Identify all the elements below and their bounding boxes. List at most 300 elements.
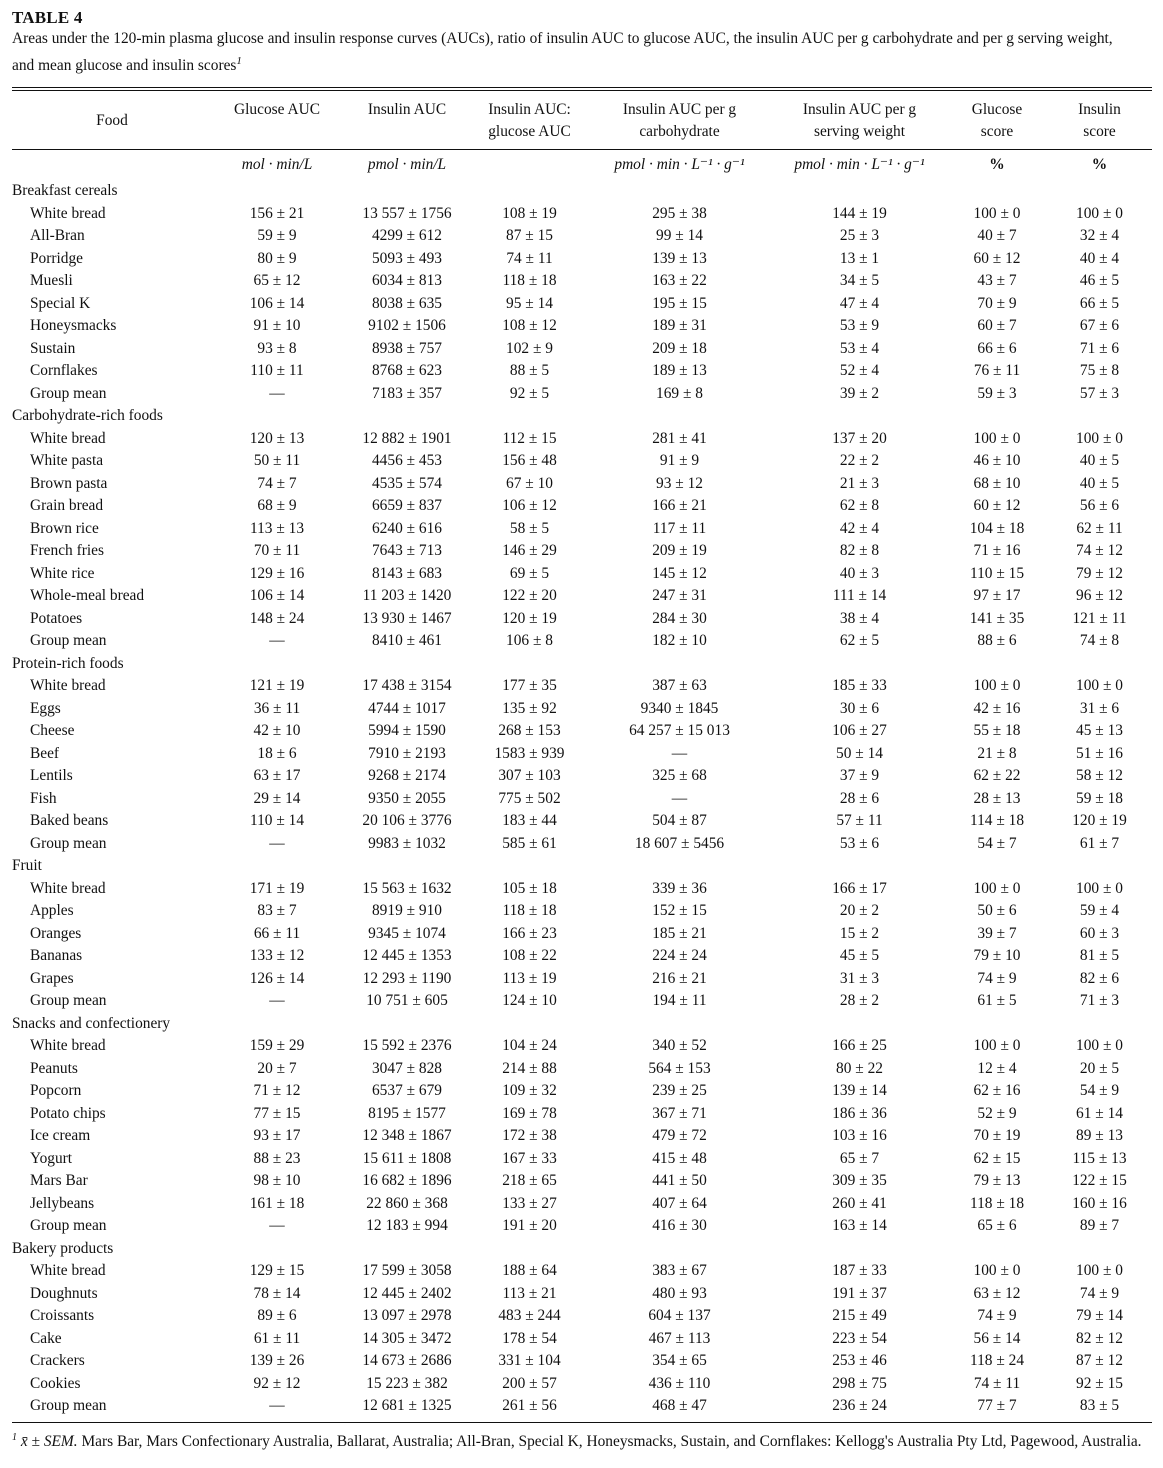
cell-insulin-score: 92 ± 15 — [1076, 1374, 1123, 1392]
cell-per-serving: 20 ± 2 — [839, 902, 880, 920]
cell-insulin-score: 32 ± 4 — [1079, 227, 1120, 245]
cell-per-carb: 480 ± 93 — [652, 1284, 707, 1302]
cell-glucose-auc: 61 ± 11 — [253, 1329, 301, 1347]
cell-insulin-auc: 17 599 ± 3058 — [362, 1262, 452, 1280]
cell-ratio: 261 ± 56 — [502, 1397, 557, 1415]
cell-food: White rice — [30, 564, 95, 582]
cell-ratio: 113 ± 21 — [502, 1284, 557, 1302]
cell-per-carb: 239 ± 25 — [652, 1082, 707, 1100]
cell-food: Baked beans — [30, 812, 109, 830]
cell-insulin-auc: 5093 ± 493 — [371, 249, 442, 267]
cell-glucose-auc: 113 ± 13 — [249, 519, 305, 537]
cell-food: White bread — [30, 1262, 106, 1280]
cell-ratio: 191 ± 20 — [502, 1217, 557, 1235]
cell-glucose-score: 43 ± 7 — [977, 272, 1017, 290]
cell-glucose-auc: — — [269, 834, 285, 852]
cell-glucose-score: 100 ± 0 — [973, 429, 1021, 447]
cell-per-carb: 468 ± 47 — [652, 1397, 707, 1415]
table-row — [12, 675, 1152, 698]
cell-insulin-auc: 13 930 ± 1467 — [362, 609, 452, 627]
cell-ratio: 307 ± 103 — [498, 767, 561, 785]
unit-insulin-score: % — [1091, 156, 1108, 174]
cell-insulin-auc: 8038 ± 635 — [371, 294, 442, 312]
cell-per-carb: 340 ± 52 — [652, 1037, 707, 1055]
cell-insulin-auc: 4299 ± 612 — [371, 227, 442, 245]
cell-insulin-score: 74 ± 8 — [1079, 632, 1120, 650]
cell-per-serving: 47 ± 4 — [839, 294, 880, 312]
cell-insulin-auc: 6034 ± 813 — [371, 272, 442, 290]
table-row — [12, 1350, 1152, 1373]
caption-text: Areas under the 120-min plasma glucose and insulin response curves (AUCs), ratio of insulin AUC to glucose AUC, the insulin AUC per g carbohydrate and per g serving weight, and mean glucose and insulin scores — [12, 30, 1113, 75]
section-row — [12, 405, 1152, 428]
cell-insulin-auc: 12 445 ± 2402 — [362, 1284, 452, 1302]
cell-ratio: 108 ± 19 — [502, 204, 557, 222]
cell-per-serving: 223 ± 54 — [832, 1329, 887, 1347]
cell-ratio: 775 ± 502 — [498, 789, 561, 807]
cell-insulin-auc: 13 557 ± 1756 — [362, 204, 452, 222]
table-row — [12, 765, 1152, 788]
cell-ratio: 1583 ± 939 — [494, 744, 565, 762]
cell-ratio: 102 ± 9 — [506, 339, 553, 357]
cell-ratio: 105 ± 18 — [502, 879, 557, 897]
cell-insulin-auc: 9345 ± 1074 — [368, 924, 446, 942]
cell-glucose-auc: — — [269, 384, 285, 402]
cell-per-serving: 139 ± 14 — [832, 1082, 887, 1100]
cell-food: Fish — [30, 789, 57, 807]
cell-per-serving: 22 ± 2 — [839, 452, 880, 470]
cell-glucose-auc: 121 ± 19 — [249, 677, 305, 695]
cell-food: Brown pasta — [30, 474, 108, 492]
cell-insulin-score: 160 ± 16 — [1072, 1194, 1127, 1212]
cell-food: Apples — [30, 902, 74, 920]
cell-insulin-auc: 16 682 ± 1896 — [362, 1172, 452, 1190]
cell-per-carb: 504 ± 87 — [652, 812, 707, 830]
cell-glucose-auc: 88 ± 23 — [253, 1149, 301, 1167]
table-row — [12, 1125, 1152, 1148]
table-label: TABLE 4 — [12, 8, 83, 27]
cell-insulin-score: 45 ± 13 — [1076, 722, 1123, 740]
cell-food: Yogurt — [30, 1149, 73, 1167]
cell-per-carb: 194 ± 11 — [652, 992, 707, 1010]
cell-per-serving: 45 ± 5 — [839, 947, 880, 965]
cell-per-serving: 191 ± 37 — [832, 1284, 887, 1302]
cell-insulin-score: 82 ± 6 — [1079, 969, 1120, 987]
cell-per-serving: 25 ± 3 — [839, 227, 880, 245]
cell-ratio: 106 ± 12 — [502, 497, 557, 515]
cell-glucose-auc: 106 ± 14 — [249, 294, 305, 312]
cell-insulin-score: 74 ± 9 — [1079, 1284, 1120, 1302]
cell-ratio: 109 ± 32 — [502, 1082, 557, 1100]
cell-per-carb: 247 ± 31 — [652, 587, 707, 605]
units-row — [12, 150, 1152, 180]
table-row — [12, 563, 1152, 586]
cell-food: Mars Bar — [30, 1172, 88, 1190]
table-row — [12, 1305, 1152, 1328]
cell-glucose-auc: — — [269, 1397, 285, 1415]
cell-glucose-score: 74 ± 9 — [977, 969, 1017, 987]
cell-glucose-score: 63 ± 12 — [973, 1284, 1021, 1302]
cell-ratio: 108 ± 22 — [502, 947, 557, 965]
cell-ratio: 483 ± 244 — [498, 1307, 561, 1325]
cell-insulin-auc: 9350 ± 2055 — [368, 789, 446, 807]
cell-ratio: 69 ± 5 — [509, 564, 550, 582]
section-heading: Breakfast cereals — [12, 182, 118, 200]
cell-ratio: 88 ± 5 — [509, 362, 550, 380]
cell-food: Sustain — [30, 339, 76, 357]
cell-food: Croissants — [30, 1307, 95, 1325]
cell-ratio: 104 ± 24 — [502, 1037, 557, 1055]
cell-per-carb: 387 ± 63 — [652, 677, 707, 695]
cell-glucose-score: 12 ± 4 — [977, 1059, 1017, 1077]
cell-glucose-auc: 80 ± 9 — [257, 249, 297, 267]
cell-insulin-score: 74 ± 12 — [1076, 542, 1123, 560]
table-row — [12, 1170, 1152, 1193]
cell-per-serving: 53 ± 4 — [839, 339, 880, 357]
table-row — [12, 945, 1152, 968]
cell-ratio: 87 ± 15 — [506, 227, 553, 245]
cell-glucose-score: 39 ± 7 — [977, 924, 1017, 942]
cell-per-carb: 163 ± 22 — [652, 272, 707, 290]
cell-food: Eggs — [30, 699, 61, 717]
cell-insulin-auc: 5994 ± 1590 — [368, 722, 446, 740]
cell-per-carb: 185 ± 21 — [652, 924, 707, 942]
cell-insulin-auc: 12 293 ± 1190 — [362, 969, 452, 987]
bottom-rule — [12, 1422, 1152, 1423]
cell-glucose-auc: — — [269, 632, 285, 650]
cell-insulin-score: 89 ± 7 — [1079, 1217, 1120, 1235]
cell-insulin-score: 83 ± 5 — [1079, 1397, 1120, 1415]
unit-insulin-auc: pmol · min/L — [367, 156, 447, 174]
cell-glucose-auc: 74 ± 7 — [257, 474, 297, 492]
cell-glucose-score: 74 ± 11 — [973, 1374, 1021, 1392]
cell-insulin-auc: 8768 ± 623 — [371, 362, 442, 380]
header-row — [12, 91, 1152, 149]
header-per-carb: Insulin AUC per g carbohydrate — [622, 101, 737, 141]
cell-per-serving: 65 ± 7 — [839, 1149, 880, 1167]
cell-glucose-auc: 20 ± 7 — [257, 1059, 297, 1077]
cell-glucose-score: 60 ± 7 — [977, 317, 1017, 335]
cell-insulin-score: 87 ± 12 — [1076, 1352, 1123, 1370]
cell-glucose-auc: 36 ± 11 — [253, 699, 301, 717]
cell-insulin-score: 81 ± 5 — [1079, 947, 1120, 965]
cell-glucose-auc: 89 ± 6 — [257, 1307, 297, 1325]
cell-insulin-score: 100 ± 0 — [1076, 1037, 1123, 1055]
cell-per-serving: 106 ± 27 — [832, 722, 887, 740]
cell-glucose-score: 62 ± 15 — [973, 1149, 1021, 1167]
cell-insulin-score: 96 ± 12 — [1076, 587, 1123, 605]
cell-glucose-score: 52 ± 9 — [977, 1104, 1017, 1122]
cell-glucose-auc: 93 ± 17 — [253, 1127, 301, 1145]
cell-glucose-auc: 63 ± 17 — [253, 767, 301, 785]
table-row — [12, 1395, 1152, 1418]
cell-food: White bread — [30, 204, 106, 222]
cell-per-serving: 215 ± 49 — [832, 1307, 887, 1325]
cell-insulin-score: 60 ± 3 — [1079, 924, 1120, 942]
cell-per-carb: 407 ± 64 — [652, 1194, 707, 1212]
caption-note-mark: 1 — [236, 55, 242, 67]
cell-ratio: 122 ± 20 — [502, 587, 557, 605]
cell-insulin-score: 40 ± 5 — [1079, 474, 1120, 492]
table-row — [12, 248, 1152, 271]
cell-per-serving: 28 ± 6 — [839, 789, 880, 807]
cell-per-carb: 295 ± 38 — [652, 204, 707, 222]
cell-per-serving: 166 ± 25 — [832, 1037, 887, 1055]
cell-insulin-auc: 12 882 ± 1901 — [362, 429, 452, 447]
table-row — [12, 1328, 1152, 1351]
cell-insulin-score: 46 ± 5 — [1079, 272, 1120, 290]
cell-insulin-score: 89 ± 13 — [1076, 1127, 1123, 1145]
cell-glucose-auc: — — [269, 1217, 285, 1235]
cell-glucose-auc: 106 ± 14 — [249, 587, 305, 605]
cell-insulin-auc: 20 106 ± 3776 — [362, 812, 452, 830]
cell-glucose-score: 42 ± 16 — [973, 699, 1021, 717]
cell-glucose-auc: — — [269, 992, 285, 1010]
cell-glucose-auc: 139 ± 26 — [249, 1352, 305, 1370]
cell-glucose-score: 110 ± 15 — [969, 564, 1025, 582]
table-row — [12, 495, 1152, 518]
header-glucose-auc: Glucose AUC — [234, 101, 320, 119]
table-row — [12, 608, 1152, 631]
cell-ratio: 178 ± 54 — [502, 1329, 557, 1347]
footnote-mark: 1 — [12, 1431, 17, 1443]
header-per-serving: Insulin AUC per g serving weight — [802, 101, 917, 141]
cell-glucose-score: 76 ± 11 — [973, 362, 1021, 380]
table-page — [12, 8, 1152, 1453]
cell-insulin-auc: 15 611 ± 1808 — [362, 1149, 452, 1167]
cell-glucose-score: 100 ± 0 — [973, 677, 1021, 695]
cell-food: Ice cream — [30, 1127, 91, 1145]
cell-per-carb: 415 ± 48 — [652, 1149, 707, 1167]
cell-ratio: 92 ± 5 — [509, 384, 550, 402]
table-row — [12, 968, 1152, 991]
cell-per-carb: 195 ± 15 — [652, 294, 707, 312]
table-row — [12, 450, 1152, 473]
cell-insulin-score: 71 ± 6 — [1079, 339, 1120, 357]
section-row — [12, 1238, 1152, 1261]
cell-food: Grain bread — [30, 497, 104, 515]
table-row — [12, 585, 1152, 608]
table-row — [12, 630, 1152, 653]
cell-insulin-auc: 12 183 ± 994 — [366, 1217, 448, 1235]
cell-food: Grapes — [30, 969, 74, 987]
cell-per-serving: 62 ± 8 — [839, 497, 880, 515]
cell-ratio: 188 ± 64 — [502, 1262, 557, 1280]
cell-insulin-auc: 4744 ± 1017 — [368, 699, 446, 717]
table-row — [12, 1283, 1152, 1306]
cell-glucose-score: 59 ± 3 — [977, 384, 1017, 402]
cell-insulin-auc: 6537 ± 679 — [371, 1082, 442, 1100]
cell-glucose-score: 50 ± 6 — [977, 902, 1017, 920]
section-row — [12, 653, 1152, 676]
header-glucose-score: Glucose score — [971, 101, 1023, 141]
cell-glucose-auc: 148 ± 24 — [249, 609, 305, 627]
cell-per-carb: 383 ± 67 — [652, 1262, 707, 1280]
cell-per-carb: — — [671, 744, 688, 762]
cell-glucose-score: 79 ± 10 — [973, 947, 1021, 965]
cell-per-carb: 169 ± 8 — [656, 384, 703, 402]
cell-per-carb: 416 ± 30 — [652, 1217, 707, 1235]
cell-glucose-auc: 91 ± 10 — [253, 317, 301, 335]
cell-insulin-score: 51 ± 16 — [1076, 744, 1123, 762]
cell-per-serving: 82 ± 8 — [839, 542, 880, 560]
cell-insulin-auc: 8938 ± 757 — [371, 339, 442, 357]
unit-ratio — [472, 150, 587, 180]
table-row — [12, 338, 1152, 361]
cell-glucose-score: 68 ± 10 — [973, 474, 1021, 492]
header-food: Food — [96, 112, 128, 130]
cell-per-carb: 339 ± 36 — [652, 879, 707, 897]
cell-glucose-auc: 71 ± 12 — [253, 1082, 301, 1100]
cell-food: Bananas — [30, 947, 83, 965]
cell-glucose-score: 54 ± 7 — [977, 834, 1017, 852]
table-row — [12, 698, 1152, 721]
cell-glucose-auc: 129 ± 16 — [249, 564, 305, 582]
cell-insulin-score: 20 ± 5 — [1079, 1059, 1120, 1077]
cell-glucose-auc: 70 ± 11 — [253, 542, 301, 560]
cell-glucose-score: 70 ± 9 — [977, 294, 1017, 312]
table-row — [12, 428, 1152, 451]
cell-per-carb: 436 ± 110 — [648, 1374, 711, 1392]
table-row — [12, 225, 1152, 248]
cell-glucose-score: 62 ± 16 — [973, 1082, 1021, 1100]
cell-ratio: 172 ± 38 — [502, 1127, 557, 1145]
cell-insulin-score: 79 ± 14 — [1076, 1307, 1123, 1325]
cell-insulin-score: 56 ± 6 — [1079, 497, 1120, 515]
cell-insulin-score: 71 ± 3 — [1079, 992, 1120, 1010]
cell-insulin-auc: 6240 ± 616 — [371, 519, 442, 537]
cell-per-carb: 152 ± 15 — [652, 902, 707, 920]
cell-food: Potato chips — [30, 1104, 106, 1122]
cell-food: Muesli — [30, 272, 73, 290]
cell-insulin-auc: 22 860 ± 368 — [366, 1194, 448, 1212]
cell-insulin-auc: 12 681 ± 1325 — [362, 1397, 452, 1415]
cell-insulin-score: 122 ± 15 — [1072, 1172, 1127, 1190]
cell-food: Group mean — [30, 992, 107, 1010]
cell-glucose-score: 118 ± 24 — [969, 1352, 1025, 1370]
table-row — [12, 1193, 1152, 1216]
table-row — [12, 1035, 1152, 1058]
table-row — [12, 540, 1152, 563]
cell-glucose-score: 100 ± 0 — [973, 1037, 1021, 1055]
cell-glucose-auc: 110 ± 11 — [250, 362, 304, 380]
cell-food: White bread — [30, 677, 106, 695]
cell-per-carb: 99 ± 14 — [656, 227, 703, 245]
cell-per-carb: 441 ± 50 — [652, 1172, 707, 1190]
cell-ratio: 108 ± 12 — [502, 317, 557, 335]
cell-insulin-score: 62 ± 11 — [1076, 519, 1123, 537]
cell-food: Peanuts — [30, 1059, 78, 1077]
cell-per-carb: 467 ± 113 — [648, 1329, 711, 1347]
cell-per-serving: 15 ± 2 — [839, 924, 880, 942]
cell-insulin-auc: 12 445 ± 1353 — [362, 947, 452, 965]
cell-per-carb: — — [671, 789, 688, 807]
cell-glucose-score: 88 ± 6 — [977, 632, 1017, 650]
cell-glucose-score: 65 ± 6 — [977, 1217, 1017, 1235]
cell-food: French fries — [30, 542, 104, 560]
cell-insulin-auc: 9983 ± 1032 — [368, 834, 446, 852]
footnote-symbol: x̄ ± SEM. — [20, 1432, 78, 1450]
cell-food: Porridge — [30, 249, 84, 267]
cell-ratio: 268 ± 153 — [498, 722, 561, 740]
cell-ratio: 200 ± 57 — [502, 1374, 557, 1392]
cell-per-serving: 28 ± 2 — [839, 992, 880, 1010]
cell-per-carb: 91 ± 9 — [659, 452, 700, 470]
cell-insulin-score: 100 ± 0 — [1076, 1262, 1123, 1280]
table-row — [12, 990, 1152, 1013]
cell-insulin-score: 121 ± 11 — [1072, 609, 1127, 627]
cell-per-carb: 182 ± 10 — [652, 632, 707, 650]
cell-glucose-auc: 77 ± 15 — [253, 1104, 301, 1122]
cell-ratio: 214 ± 88 — [502, 1059, 557, 1077]
table-row — [12, 270, 1152, 293]
cell-glucose-score: 70 ± 19 — [973, 1127, 1021, 1145]
cell-food: Group mean — [30, 1217, 107, 1235]
cell-glucose-auc: 78 ± 14 — [253, 1284, 301, 1302]
table-row — [12, 878, 1152, 901]
cell-glucose-score: 55 ± 18 — [973, 722, 1021, 740]
table-row — [12, 900, 1152, 923]
cell-ratio: 67 ± 10 — [506, 474, 553, 492]
cell-food: White bread — [30, 879, 106, 897]
cell-per-carb: 139 ± 13 — [652, 249, 707, 267]
cell-per-serving: 50 ± 14 — [836, 744, 883, 762]
cell-ratio: 166 ± 23 — [502, 924, 557, 942]
cell-food: Group mean — [30, 1397, 107, 1415]
header-insulin-score: Insulin score — [1078, 101, 1121, 141]
cell-glucose-score: 66 ± 6 — [977, 339, 1017, 357]
cell-glucose-score: 40 ± 7 — [977, 227, 1017, 245]
cell-glucose-auc: 68 ± 9 — [257, 497, 297, 515]
cell-glucose-score: 100 ± 0 — [973, 879, 1021, 897]
cell-ratio: 135 ± 92 — [502, 699, 557, 717]
cell-food: Group mean — [30, 632, 107, 650]
table-row — [12, 293, 1152, 316]
cell-ratio: 331 ± 104 — [498, 1352, 561, 1370]
cell-insulin-score: 82 ± 12 — [1076, 1329, 1123, 1347]
cell-ratio: 118 ± 18 — [502, 902, 557, 920]
cell-food: Special K — [30, 294, 91, 312]
cell-per-serving: 13 ± 1 — [839, 249, 880, 267]
table-caption — [12, 28, 1137, 77]
cell-insulin-score: 79 ± 12 — [1076, 564, 1123, 582]
unit-glucose-auc: mol · min/L — [241, 156, 313, 174]
unit-per-carb: pmol · min · L⁻¹ · g⁻¹ — [614, 156, 745, 174]
cell-per-serving: 53 ± 6 — [839, 834, 880, 852]
cell-food: Lentils — [30, 767, 73, 785]
cell-per-serving: 80 ± 22 — [836, 1059, 883, 1077]
cell-ratio: 95 ± 14 — [506, 294, 553, 312]
cell-food: White pasta — [30, 452, 104, 470]
cell-per-carb: 325 ± 68 — [652, 767, 707, 785]
cell-insulin-score: 61 ± 14 — [1076, 1104, 1123, 1122]
cell-insulin-auc: 8143 ± 683 — [371, 564, 442, 582]
cell-glucose-auc: 126 ± 14 — [249, 969, 305, 987]
cell-per-carb: 166 ± 21 — [652, 497, 707, 515]
cell-per-serving: 62 ± 5 — [839, 632, 880, 650]
cell-per-serving: 163 ± 14 — [832, 1217, 887, 1235]
section-heading: Protein-rich foods — [12, 654, 124, 672]
cell-per-serving: 298 ± 75 — [832, 1374, 887, 1392]
cell-insulin-score: 59 ± 4 — [1079, 902, 1120, 920]
cell-insulin-score: 100 ± 0 — [1076, 204, 1123, 222]
cell-insulin-auc: 17 438 ± 3154 — [362, 677, 452, 695]
section-row — [12, 855, 1152, 878]
cell-insulin-auc: 14 305 ± 3472 — [362, 1329, 452, 1347]
cell-food: Cake — [30, 1329, 62, 1347]
cell-insulin-score: 40 ± 5 — [1079, 452, 1120, 470]
cell-insulin-auc: 9268 ± 2174 — [368, 767, 446, 785]
cell-insulin-score: 40 ± 4 — [1079, 249, 1120, 267]
